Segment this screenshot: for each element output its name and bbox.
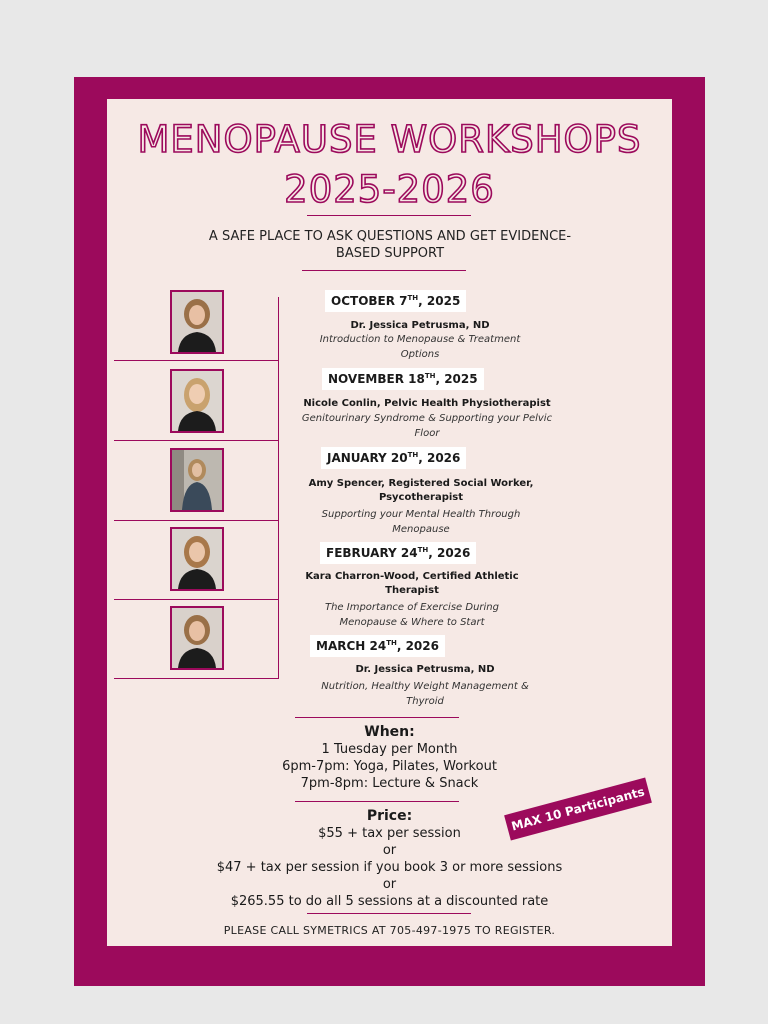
session-speaker: Nicole Conlin, Pelvic Health Physiotherapist [303, 398, 551, 409]
session-date: JANUARY 20TH, 2026 [321, 447, 466, 469]
speaker-photo [170, 448, 224, 512]
session-date: MARCH 24TH, 2026 [310, 635, 445, 657]
session-topic: Supporting your Mental Health Through Menopause [321, 509, 521, 535]
session-speaker: Dr. Jessica Petrusma, ND [355, 664, 495, 675]
timeline-connector [114, 678, 278, 679]
session-date: OCTOBER 7TH, 2025 [325, 290, 466, 312]
speaker-photo [170, 606, 224, 670]
timeline-vertical-line [278, 297, 279, 679]
page-title-years: 2025-2026 [284, 168, 495, 211]
page-title: MENOPAUSE WORKSHOPS [137, 118, 642, 161]
speaker-photo [170, 527, 224, 591]
register-footer: PLEASE CALL SYMETRICS AT 705-497-1975 TO REGISTER. [223, 924, 556, 937]
subtitle: A SAFE PLACE TO ASK QUESTIONS AND GET EVIDENCE-BASED SUPPORT [208, 229, 572, 261]
session-speaker: Dr. Jessica Petrusma, ND [350, 320, 490, 331]
price-line: $47 + tax per session if you book 3 or more sessions [216, 860, 563, 875]
divider [295, 801, 459, 802]
divider [295, 717, 459, 718]
session-speaker: Kara Charron-Wood, Certified Athletic Therapist [305, 571, 519, 596]
session-speaker: Amy Spencer, Registered Social Worker, Psycotherapist [308, 478, 534, 503]
session-topic: Genitourinary Syndrome & Supporting your Pelvic Floor [301, 413, 553, 439]
timeline-connector [114, 520, 278, 521]
session-topic: Nutrition, Healthy Weight Management & Thyroid [321, 681, 529, 707]
price-line: $55 + tax per session [318, 826, 461, 841]
speaker-photo [170, 369, 224, 433]
timeline-connector [114, 599, 278, 600]
timeline-connector [114, 440, 278, 441]
price-line: or [382, 877, 397, 892]
session-date: NOVEMBER 18TH, 2025 [322, 368, 484, 390]
session-date: FEBRUARY 24TH, 2026 [320, 542, 476, 564]
divider [307, 913, 471, 914]
when-heading: When: [364, 724, 415, 740]
speaker-photo [170, 290, 224, 354]
max-participants-badge: MAX 10 Participants [504, 778, 652, 841]
price-line: $265.55 to do all 5 sessions at a discounted rate [230, 894, 549, 909]
price-line: or [382, 843, 397, 858]
when-line: 1 Tuesday per Month [321, 742, 458, 757]
when-line: 6pm-7pm: Yoga, Pilates, Workout [282, 759, 497, 774]
when-line: 7pm-8pm: Lecture & Snack [300, 776, 479, 791]
divider [307, 215, 471, 216]
timeline-connector [114, 360, 278, 361]
session-topic: The Importance of Exercise During Menopause & Where to Start [324, 602, 499, 628]
session-topic: Introduction to Menopause & Treatment Options [319, 334, 521, 360]
divider [302, 270, 466, 271]
price-heading: Price: [366, 808, 413, 824]
